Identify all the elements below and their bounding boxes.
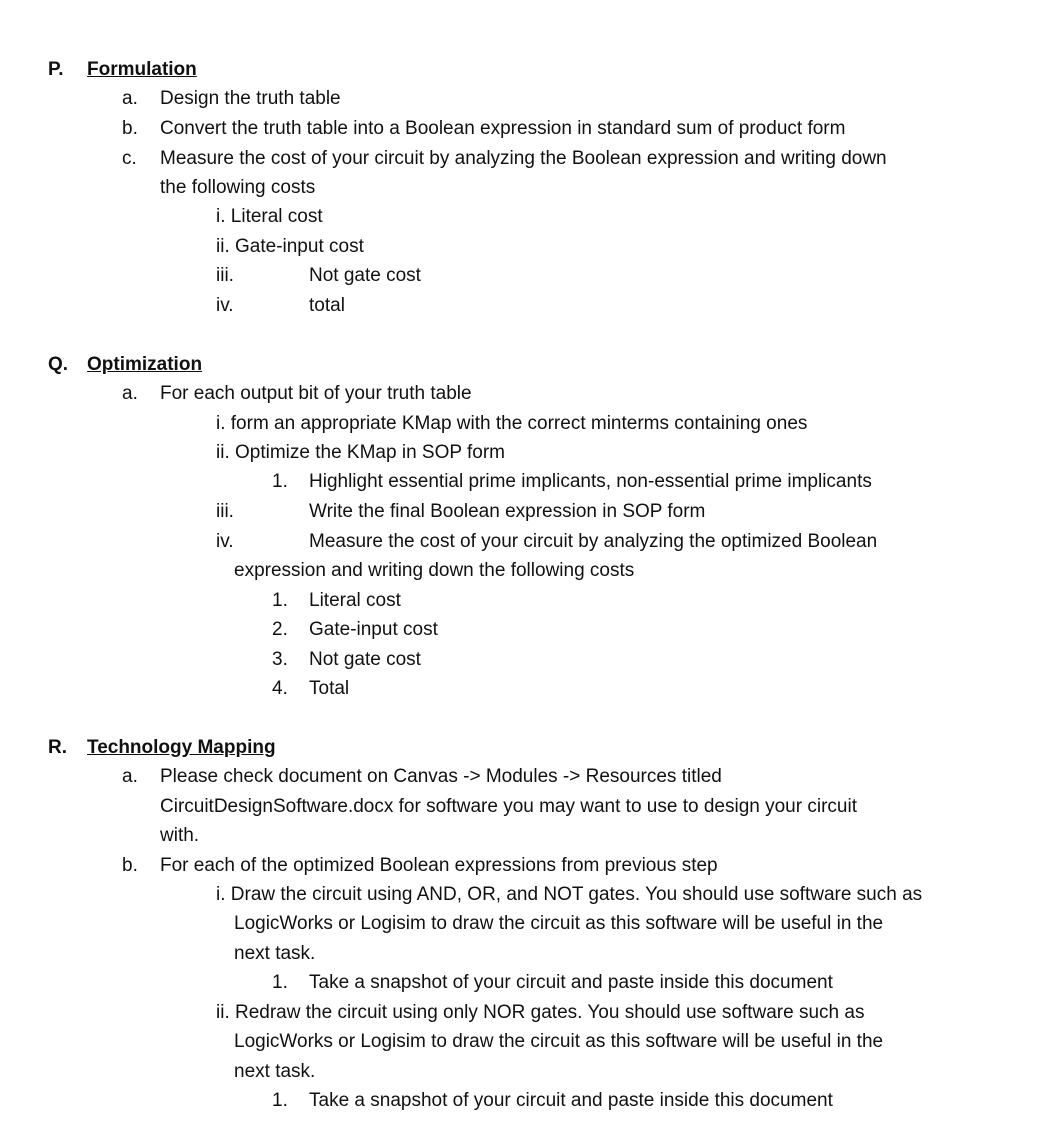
list-marker: a. [122,383,138,404]
section-p-title: Formulation [87,59,197,80]
list-item: Design the truth table [160,88,341,109]
section-p-marker: P. [48,59,64,80]
list-item: For each output bit of your truth table [160,383,472,404]
sub-list-item-continuation: LogicWorks or Logisim to draw the circuit as this software will be useful in the [234,1031,884,1052]
sub-list-item-continuation: next task. [234,943,316,964]
sub-list-marker: iv. [216,295,234,316]
sub-list-item: i. Literal cost [216,206,323,227]
sub-list-item-continuation: expression and writing down the following costs [234,560,635,581]
sub-list-item: total [309,295,345,316]
list-marker: b. [122,855,138,876]
section-r-marker: R. [48,737,67,758]
list-marker: a. [122,88,138,109]
list-marker: b. [122,118,138,139]
sub-list-item: i. Draw the circuit using AND, OR, and NOT gates. You should use software such as [216,884,923,905]
sub-list-marker: iv. [216,531,234,552]
sub-list-item: Measure the cost of your circuit by analyzing the optimized Boolean [309,531,878,552]
list-item: Convert the truth table into a Boolean expression in standard sum of product form [160,118,846,139]
sub-list-item: ii. Gate-input cost [216,236,364,257]
sub-list-item-continuation: next task. [234,1061,316,1082]
sub-sub-list-item: Take a snapshot of your circuit and paste inside this document [309,1090,833,1111]
sub-list-item: ii. Redraw the circuit using only NOR gates. You should use software such as [216,1002,865,1023]
list-marker: c. [122,148,137,169]
sub-sub-list-marker: 1. [272,972,288,993]
sub-sub-list-item: Take a snapshot of your circuit and paste inside this document [309,972,833,993]
list-item-continuation: the following costs [160,177,316,198]
sub-sub-list-item: Gate-input cost [309,619,438,640]
sub-sub-list-item: Not gate cost [309,649,421,670]
sub-sub-list-marker: 4. [272,678,288,699]
sub-sub-list-marker: 2. [272,619,288,640]
sub-list-marker: iii. [216,501,234,522]
sub-list-marker: iii. [216,265,234,286]
sub-sub-list-marker: 1. [272,471,288,492]
sub-sub-list-marker: 1. [272,590,288,611]
sub-sub-list-item: Total [309,678,350,699]
sub-list-item: Write the final Boolean expression in SOP form [309,501,706,522]
sub-sub-list-marker: 3. [272,649,288,670]
sub-sub-list-item: Highlight essential prime implicants, non-essential prime implicants [309,471,872,492]
sub-sub-list-item: Literal cost [309,590,401,611]
sub-list-item-continuation: LogicWorks or Logisim to draw the circuit as this software will be useful in the [234,913,884,934]
list-item-continuation: CircuitDesignSoftware.docx for software you may want to use to design your circuit [160,796,857,817]
sub-list-item: Not gate cost [309,265,421,286]
sub-sub-list-marker: 1. [272,1090,288,1111]
list-item: Measure the cost of your circuit by analyzing the Boolean expression and writing down [160,148,887,169]
section-q-title: Optimization [87,354,203,375]
sub-list-item: ii. Optimize the KMap in SOP form [216,442,505,463]
section-r-title: Technology Mapping [87,737,276,758]
sub-list-item: i. form an appropriate KMap with the correct minterms containing ones [216,413,808,434]
section-q-marker: Q. [48,354,69,375]
list-item: Please check document on Canvas -> Modules -> Resources titled [160,766,722,787]
list-item-continuation: with. [160,825,200,846]
list-marker: a. [122,766,138,787]
list-item: For each of the optimized Boolean expressions from previous step [160,855,718,876]
